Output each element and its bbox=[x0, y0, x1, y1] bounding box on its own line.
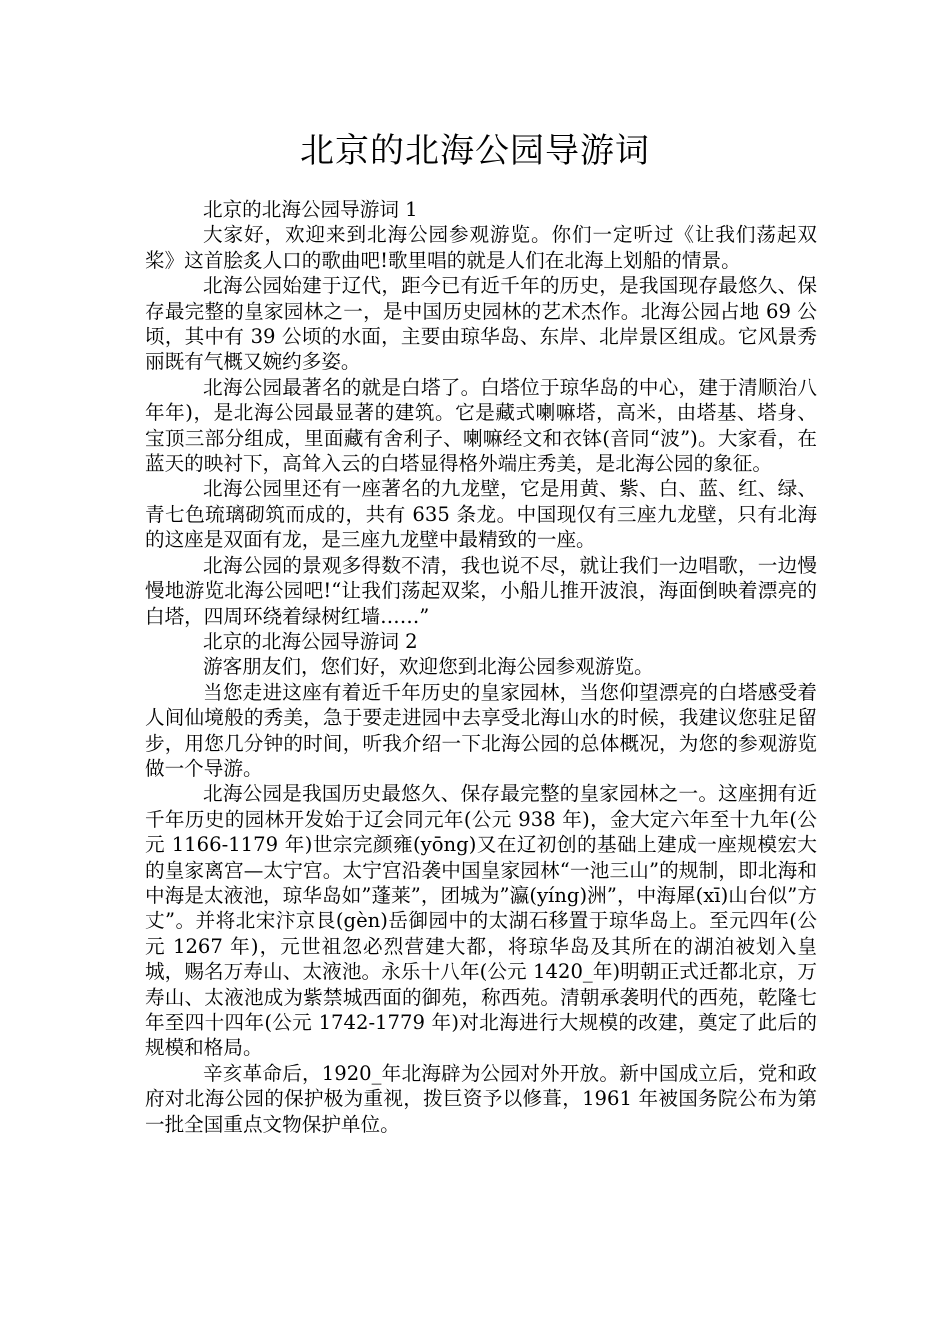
paragraph: 游客朋友们，您们好，欢迎您到北海公园参观游览。 bbox=[203, 655, 654, 679]
document-title: 北京的北海公园导游词 bbox=[300, 131, 650, 171]
paragraph: 北海公园的景观多得数不清，我也说不尽，就让我们一边唱歌，一边慢慢地游览北海公园吧!“让我们荡起双桨，小船儿推开波浪，海面倒映着漂亮的白塔，四周环绕着绿树红墙……” bbox=[145, 553, 817, 628]
paragraph: 北海公园是我国历史最悠久、保存最完整的皇家园林之一。这座拥有近千年历史的园林开发始于辽会同元年(公元 938 年)，金大定六年至十九年(公元 1166-1179 年)世宗完颜雍(yōng)又在辽初创的基础上建成一座规模宏大的皇家离宫—太宁宫。太宁宫沿袭中国皇家园林“一池三山”的规制，即北海和中海是太液池，琼华岛如”蓬莱”，团城为”瀛(yíng)洲”，中海犀(xī)山台似”方丈”。并将北宋汴京艮(gèn)岳御园中的太湖石移置于琼华岛上。至元四年(公元 1267 年)，元世祖忽必烈营建大都，将琼华岛及其所在的湖泊被划入皇城，赐名万寿山、太液池。永乐十八年(公元 1420_年)明朝正式迁都北京，万寿山、太液池成为紫禁城西面的御苑，称西苑。清朝承袭明代的西苑，乾隆七年至四十四年(公元 1742-1779 年)对北海进行大规模的改建，奠定了此后的规模和格局。 bbox=[145, 782, 817, 1060]
paragraph: 北海公园始建于辽代，距今已有近千年的历史，是我国现存最悠久、保存最完整的皇家园林之一，是中国历史园林的艺术杰作。北海公园占地 69 公顷，其中有 39 公顷的水面，主要由琼华岛、东岸、北岸景区组成。它风景秀丽既有气概又婉约多姿。 bbox=[145, 274, 817, 374]
paragraph: 北京的北海公园导游词 2 bbox=[203, 629, 418, 653]
paragraph: 北京的北海公园导游词 1 bbox=[203, 198, 418, 221]
document-body bbox=[145, 197, 817, 1137]
paragraph: 大家好，欢迎来到北海公园参观游览。你们一定听过《让我们荡起双桨》这首脍炙人口的歌曲吧!歌里唱的就是人们在北海上划船的情景。 bbox=[145, 223, 817, 272]
paragraph: 北海公园最著名的就是白塔了。白塔位于琼华岛的中心，建于清顺治八年年)，是北海公园最显著的建筑。它是藏式喇嘛塔，高米，由塔基、塔身、宝顶三部分组成，里面藏有舍利子、喇嘛经文和衣钵(音同“波”)。大家看，在蓝天的映衬下，高耸入云的白塔显得格外端庄秀美，是北海公园的象征。 bbox=[145, 375, 817, 476]
paragraph: 北海公园里还有一座著名的九龙壁，它是用黄、紫、白、蓝、红、绿、青七色琉璃砌筑而成的，共有 635 条龙。中国现仅有三座九龙壁，只有北海的这座是双面有龙，是三座九龙壁中最精致的一座。 bbox=[145, 477, 817, 552]
paragraph: 当您走进这座有着近千年历史的皇家园林，当您仰望漂亮的白塔感受着人间仙境般的秀美，急于要走进园中去享受北海山水的时候，我建议您驻足留步，用您几分钟的时间，听我介绍一下北海公园的总体概况，为您的参观游览做一个导游。 bbox=[145, 680, 817, 780]
paragraph: 辛亥革命后，1920_年北海辟为公园对外开放。新中国成立后，党和政府对北海公园的保护极为重视，拨巨资予以修葺，1961 年被国务院公布为第一批全国重点文物保护单位。 bbox=[145, 1061, 817, 1136]
